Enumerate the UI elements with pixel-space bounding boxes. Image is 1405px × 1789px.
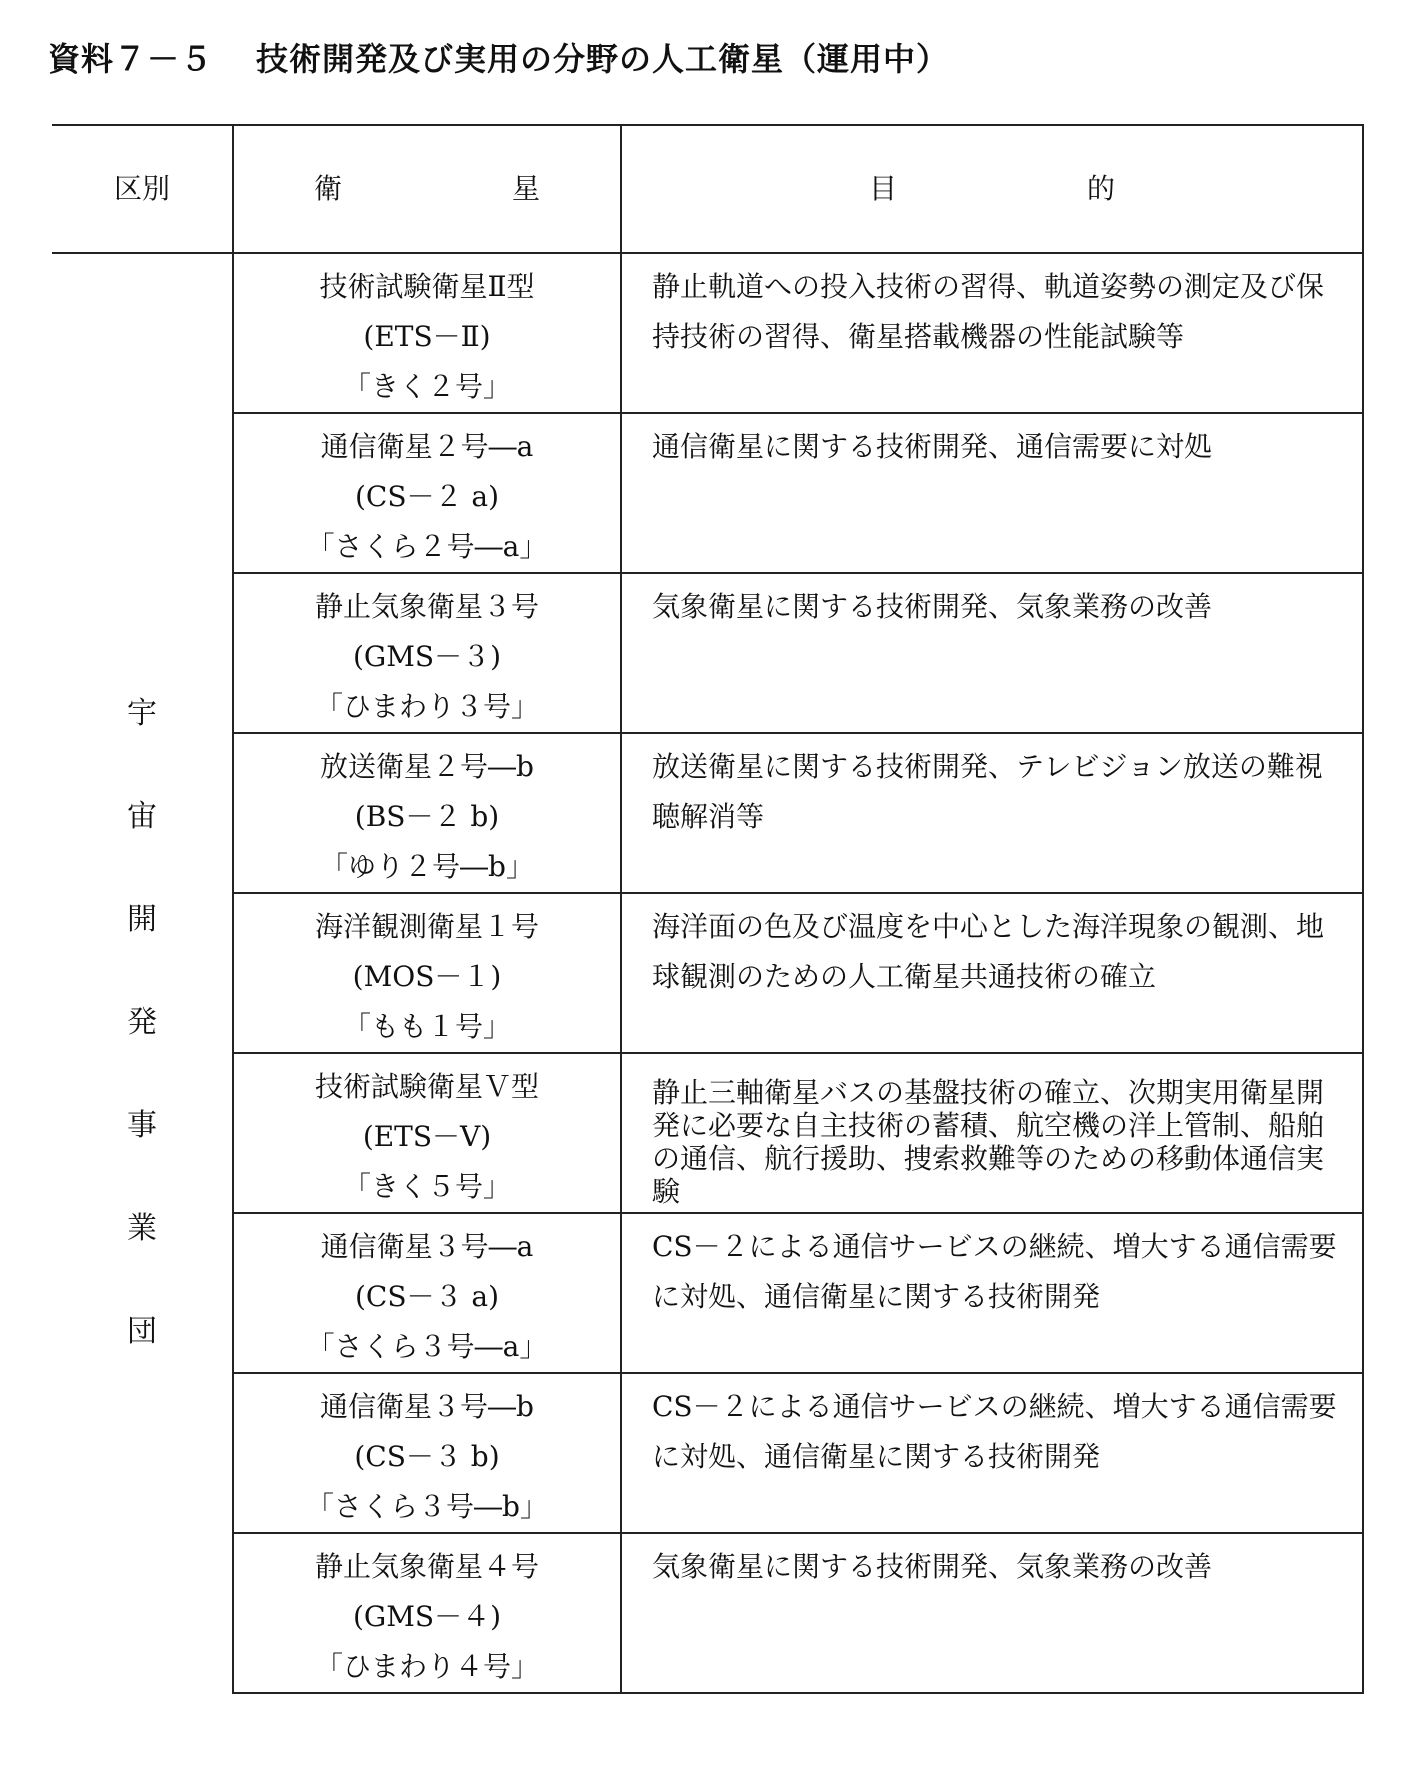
purpose-cell: 静止軌道への投入技術の習得、軌道姿勢の測定及び保持技術の習得、衛星搭載機器の性能試験等 bbox=[621, 253, 1363, 413]
table-row bbox=[52, 573, 1363, 733]
satellite-cell bbox=[233, 1533, 621, 1693]
satellite-nickname: 「さくら２号―a」 bbox=[306, 530, 548, 563]
purpose-cell: 気象衛星に関する技術開発、気象業務の改善 bbox=[621, 1533, 1363, 1693]
purpose-cell: 気象衛星に関する技術開発、気象業務の改善 bbox=[621, 573, 1363, 733]
satellite-name: 静止気象衛星４号 bbox=[314, 1550, 539, 1583]
header-satellite-char-2: 星 bbox=[512, 172, 541, 205]
satellite-cell bbox=[233, 1213, 621, 1373]
satellite-nickname: 「さくら３号―a」 bbox=[306, 1330, 548, 1363]
purpose-cell: CS－２による通信サービスの継続、増大する通信需要に対処、通信衛星に関する技術開発 bbox=[621, 1213, 1363, 1373]
header-purpose-char-1: 目 bbox=[868, 172, 897, 205]
satellite-cell bbox=[233, 893, 621, 1053]
satellite-name: 通信衛星３号―a bbox=[320, 1230, 534, 1263]
satellite-code: (CS－３ a) bbox=[354, 1280, 500, 1313]
satellite-cell bbox=[233, 733, 621, 893]
header-satellite-char-1: 衛 bbox=[313, 172, 342, 205]
purpose-cell: 静止三軸衛星バスの基盤技術の確立、次期実用衛星開発に必要な自主技術の蓄積、航空機の洋上管制、船舶の通信、航行援助、捜索救難等のための移動体通信実験 bbox=[621, 1053, 1363, 1213]
table-row bbox=[52, 893, 1363, 1053]
satellite-nickname: 「ひまわり３号」 bbox=[314, 690, 539, 723]
satellite-name: 通信衛星３号―b bbox=[320, 1390, 534, 1423]
satellite-code: (BS－２ b) bbox=[354, 800, 500, 833]
satellite-nickname: 「きく５号」 bbox=[342, 1170, 511, 1203]
table-row bbox=[52, 253, 1363, 413]
satellite-cell bbox=[233, 253, 621, 413]
header-satellite bbox=[233, 125, 621, 253]
satellite-cell bbox=[233, 573, 621, 733]
table-row bbox=[52, 733, 1363, 893]
division-label: 宇 宙 開 発 事 業 団 bbox=[127, 696, 157, 1349]
table-row bbox=[52, 1373, 1363, 1533]
document-code: 資料７－５ bbox=[48, 40, 214, 78]
satellite-name: 放送衛星２号―b bbox=[320, 750, 534, 783]
table-row bbox=[52, 413, 1363, 573]
satellite-code: (CS－３ b) bbox=[354, 1440, 500, 1473]
purpose-cell: 放送衛星に関する技術開発、テレビジョン放送の難視聴解消等 bbox=[621, 733, 1363, 893]
document-title: 技術開発及び実用の分野の人工衛星（運用中） bbox=[256, 40, 950, 78]
page-title bbox=[48, 34, 949, 80]
table-row bbox=[52, 1533, 1363, 1693]
satellite-code: (GMS－４) bbox=[352, 1600, 502, 1633]
satellite-nickname: 「もも１号」 bbox=[342, 1010, 511, 1043]
satellite-nickname: 「きく２号」 bbox=[342, 370, 511, 403]
satellite-nickname: 「ひまわり４号」 bbox=[314, 1650, 539, 1683]
satellite-name: 通信衛星２号―a bbox=[320, 430, 534, 463]
satellite-code: (ETS－V) bbox=[362, 1120, 492, 1153]
satellite-nickname: 「ゆり２号―b」 bbox=[320, 850, 534, 883]
satellite-name: 技術試験衛星Ⅱ型 bbox=[319, 270, 535, 303]
satellite-cell bbox=[233, 1373, 621, 1533]
purpose-cell: CS－２による通信サービスの継続、増大する通信需要に対処、通信衛星に関する技術開発 bbox=[621, 1373, 1363, 1533]
satellite-code: (ETS－Ⅱ) bbox=[363, 320, 491, 353]
satellite-code: (GMS－３) bbox=[352, 640, 502, 673]
satellite-table bbox=[52, 124, 1364, 1694]
satellite-name: 技術試験衛星Ｖ型 bbox=[314, 1070, 539, 1103]
table-header-row bbox=[52, 125, 1363, 253]
satellite-cell bbox=[233, 1053, 621, 1213]
satellite-cell bbox=[233, 413, 621, 573]
division-cell bbox=[52, 253, 233, 1693]
satellite-name: 海洋観測衛星１号 bbox=[314, 910, 539, 943]
purpose-cell: 通信衛星に関する技術開発、通信需要に対処 bbox=[621, 413, 1363, 573]
table-row bbox=[52, 1213, 1363, 1373]
satellite-name: 静止気象衛星３号 bbox=[314, 590, 539, 623]
header-division: 区別 bbox=[52, 125, 233, 253]
header-purpose bbox=[621, 125, 1363, 253]
table-row bbox=[52, 1053, 1363, 1213]
satellite-code: (MOS－１) bbox=[352, 960, 502, 993]
satellite-code: (CS－２ a) bbox=[354, 480, 500, 513]
purpose-cell: 海洋面の色及び温度を中心とした海洋現象の観測、地球観測のための人工衛星共通技術の確立 bbox=[621, 893, 1363, 1053]
header-purpose-char-2: 的 bbox=[1087, 172, 1116, 205]
satellite-nickname: 「さくら３号―b」 bbox=[306, 1490, 548, 1523]
